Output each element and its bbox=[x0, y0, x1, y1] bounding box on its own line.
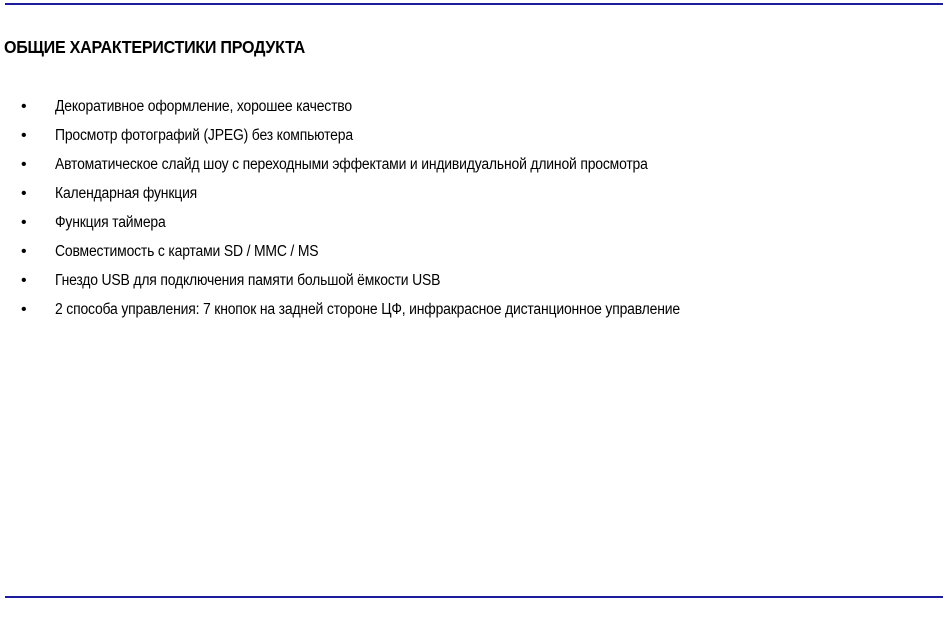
list-item-text: Гнездо USB для подключения памяти большой ёмкости USB bbox=[55, 272, 441, 289]
list-item-text: 2 способа управления: 7 кнопок на задней стороне ЦФ, инфракрасное дистанционное управление bbox=[55, 301, 680, 318]
bullet-icon: • bbox=[21, 301, 27, 318]
list-item-text: Просмотр фотографий (JPEG) без компьютера bbox=[55, 127, 353, 144]
bullet-icon: • bbox=[21, 272, 27, 289]
bottom-divider bbox=[5, 596, 943, 598]
page-title: ОБЩИЕ ХАРАКТЕРИСТИКИ ПРОДУКТА bbox=[4, 37, 305, 57]
bullet-icon: • bbox=[21, 185, 27, 202]
bullet-icon: • bbox=[21, 214, 27, 231]
bullet-icon: • bbox=[21, 98, 27, 115]
list-item-text: Функция таймера bbox=[55, 214, 166, 231]
list-item-text: Календарная функция bbox=[55, 185, 198, 202]
list-item-text: Совместимость с картами SD / MMC / MS bbox=[55, 243, 319, 260]
top-divider bbox=[5, 3, 943, 5]
list-item-text: Автоматическое слайд шоу с переходными эффектами и индивидуальной длиной просмотра bbox=[55, 156, 648, 173]
list-item-text: Декоративное оформление, хорошее качество bbox=[55, 98, 352, 115]
bullet-icon: • bbox=[21, 243, 27, 260]
bullet-icon: • bbox=[21, 156, 27, 173]
bullet-icon: • bbox=[21, 127, 27, 144]
